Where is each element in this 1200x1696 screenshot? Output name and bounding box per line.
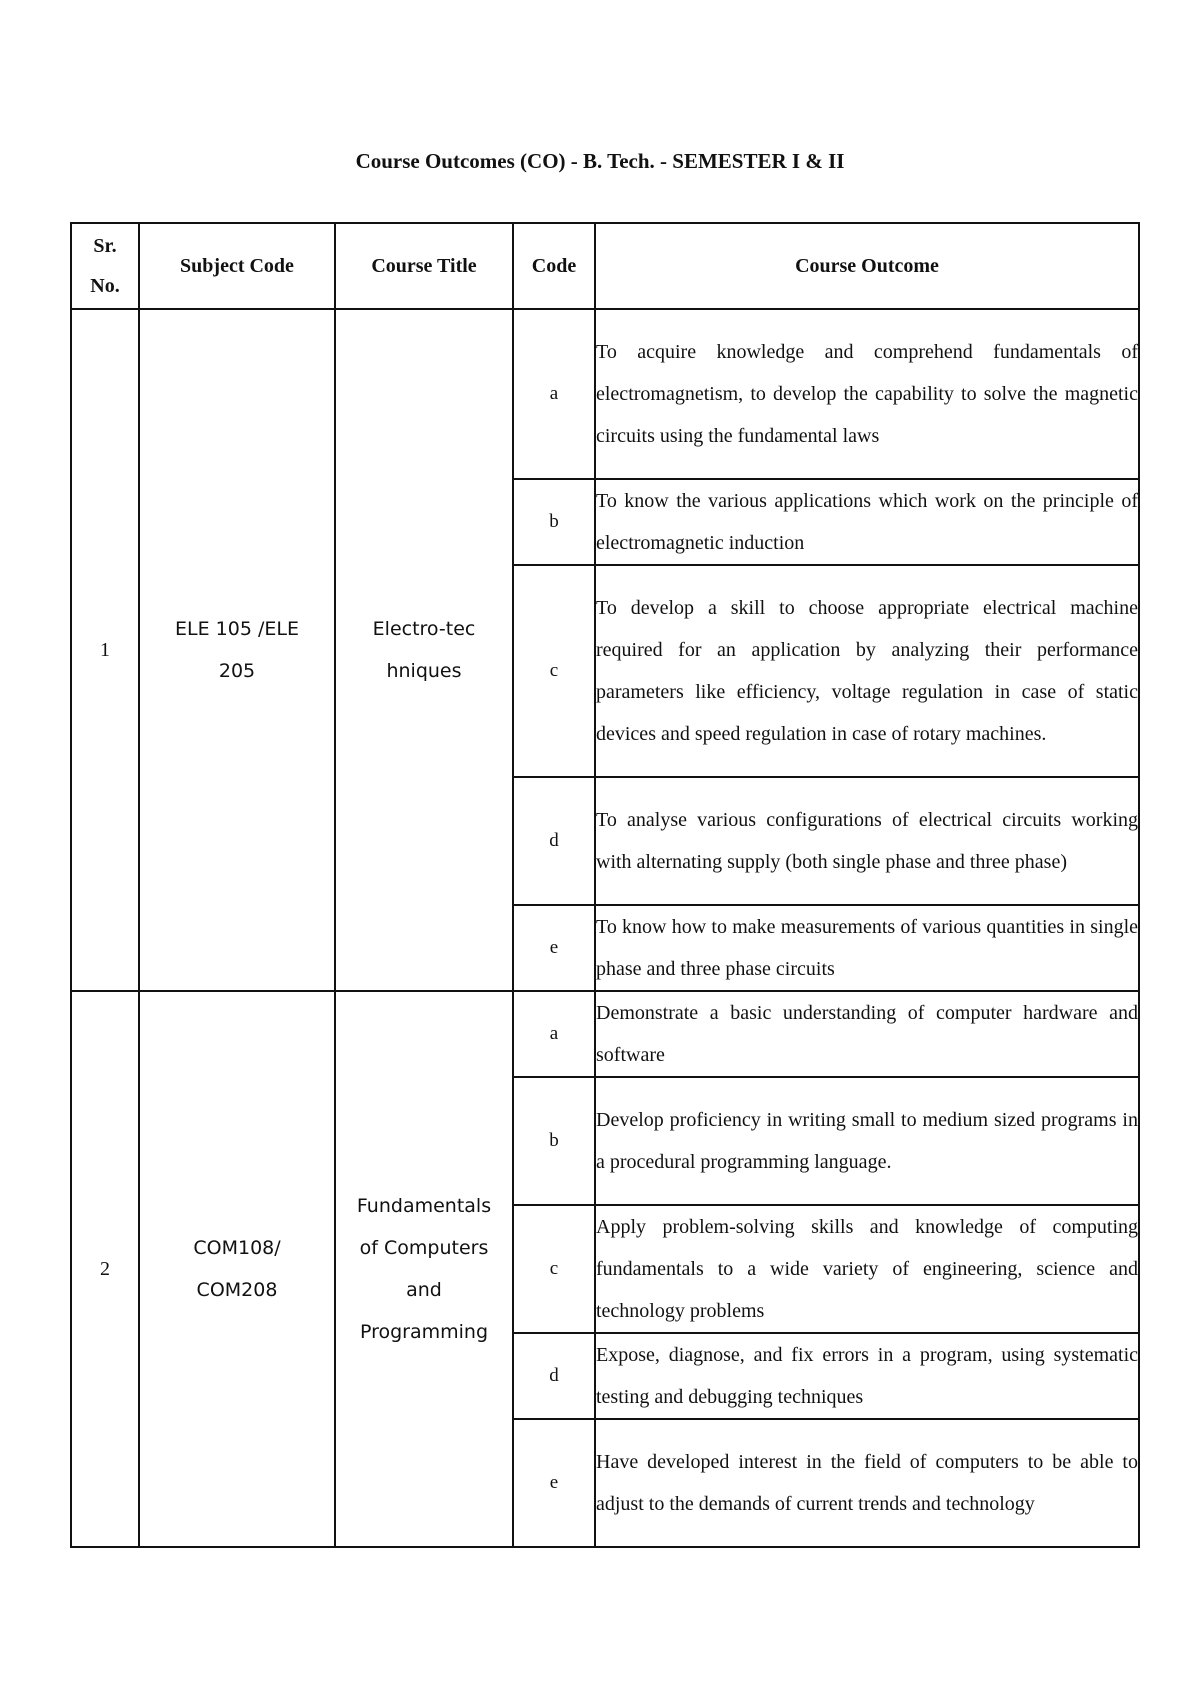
outcome-code-cell: b [513, 1077, 595, 1205]
outcome-text-cell: Develop proficiency in writing small to medium sized programs in a procedural programming language. [595, 1077, 1139, 1205]
course-title-text: Fundamentals of Computers and Programming [356, 1195, 492, 1343]
header-code: Code [513, 223, 595, 309]
table-row [71, 991, 1139, 1077]
outcome-code-cell: e [513, 905, 595, 991]
outcome-code-cell: e [513, 1419, 595, 1547]
table-header-row [71, 223, 1139, 309]
sr-no-cell: 2 [71, 991, 139, 1547]
outcome-code-cell: a [513, 991, 595, 1077]
course-title-cell [335, 991, 513, 1547]
header-course-title: Course Title [335, 223, 513, 309]
outcome-text-cell: To develop a skill to choose appropriate electrical machine required for an application by analyzing their performance parameters like efficiency, voltage regulation in case of static devices and speed regulation in case of rotary machines. [595, 565, 1139, 777]
outcome-text-cell: To know the various applications which work on the principle of electromagnetic induction [595, 479, 1139, 565]
outcome-code-cell: c [513, 565, 595, 777]
header-course-outcome: Course Outcome [595, 223, 1139, 309]
outcome-text-cell: Expose, diagnose, and fix errors in a program, using systematic testing and debugging techniques [595, 1333, 1139, 1419]
course-outcomes-table [70, 222, 1140, 1548]
outcome-code-cell: b [513, 479, 595, 565]
course-title-cell [335, 309, 513, 991]
outcome-text-cell: Demonstrate a basic understanding of computer hardware and software [595, 991, 1139, 1077]
subject-code-text: COM108/ COM208 [193, 1237, 281, 1301]
subject-code-cell [139, 309, 335, 991]
outcome-text-cell: To acquire knowledge and comprehend fundamentals of electromagnetism, to develop the capability to solve the magnetic circuits using the fundamental laws [595, 309, 1139, 479]
table-row [71, 309, 1139, 479]
outcome-text-cell: Have developed interest in the field of computers to be able to adjust to the demands of current trends and technology [595, 1419, 1139, 1547]
outcome-text-cell: To know how to make measurements of various quantities in single phase and three phase circuits [595, 905, 1139, 991]
outcome-text-cell: To analyse various configurations of electrical circuits working with alternating supply (both single phase and three phase) [595, 777, 1139, 905]
outcome-code-cell: c [513, 1205, 595, 1333]
page-title: Course Outcomes (CO) - B. Tech. - SEMESTER I & II [355, 149, 845, 173]
outcome-code-cell: a [513, 309, 595, 479]
outcome-code-cell: d [513, 1333, 595, 1419]
course-title-text: Electro-techniques [372, 618, 476, 682]
outcome-code-cell: d [513, 777, 595, 905]
header-subject-code: Subject Code [139, 223, 335, 309]
header-sr-no: Sr. No. [71, 223, 139, 309]
outcome-text-cell: Apply problem-solving skills and knowledge of computing fundamentals to a wide variety of engineering, science and technology problems [595, 1205, 1139, 1333]
sr-no-cell: 1 [71, 309, 139, 991]
subject-code-text: ELE 105 /ELE 205 [175, 618, 299, 682]
subject-code-cell [139, 991, 335, 1547]
